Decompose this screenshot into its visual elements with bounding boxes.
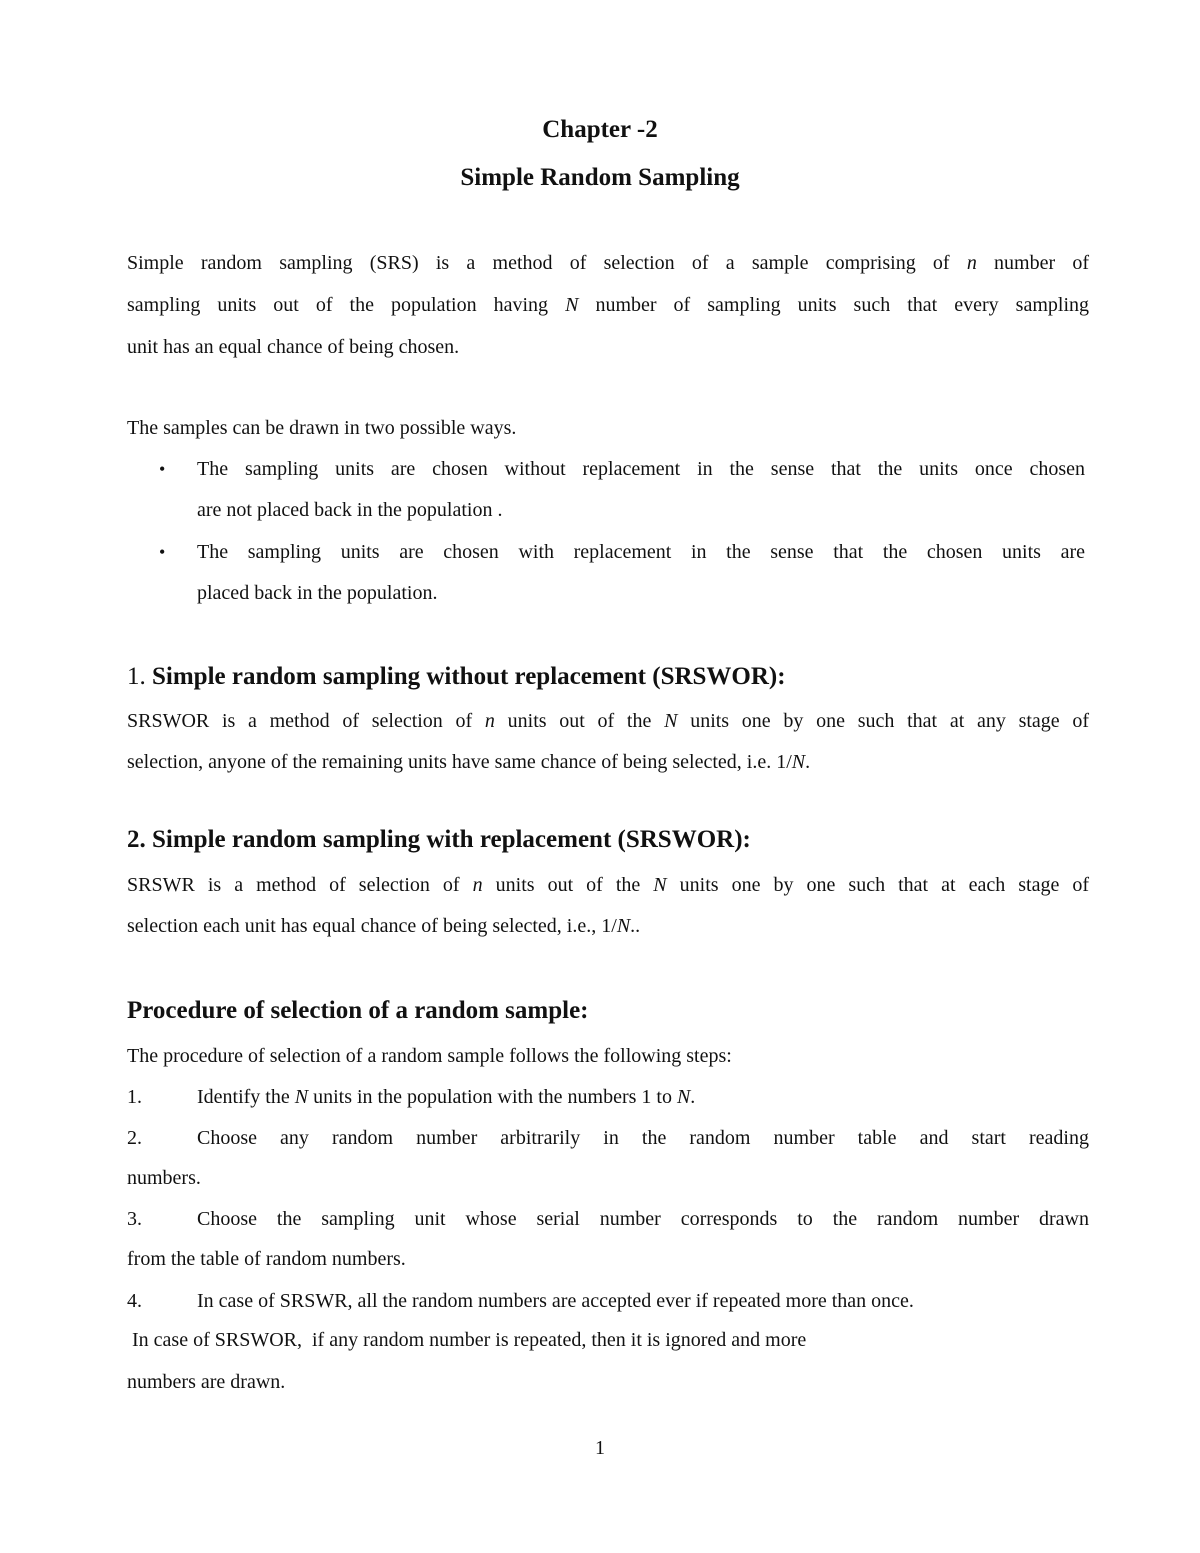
var-N: N	[616, 915, 631, 937]
step-number: 2.	[127, 1127, 142, 1149]
bullet-1-line-2: are not placed back in the population .	[197, 499, 503, 521]
bullet-icon: •	[159, 542, 166, 562]
chapter-label: Chapter -2	[542, 116, 658, 143]
var-N: N	[294, 1086, 309, 1108]
var-N: N	[676, 1086, 691, 1108]
section-heading-srswor: 1. Simple random sampling without replacement (SRSWOR):	[127, 663, 786, 690]
var-N: N	[664, 710, 678, 732]
step-number: 4.	[127, 1290, 142, 1312]
srswr-line-1: SRSWR is a method of selection of n units out of the N units one by one such that at each stage of	[127, 874, 1090, 896]
step-3-line-1: Choose the sampling unit whose serial number corresponds to the random number drawn	[197, 1208, 1089, 1230]
step-1: Identify the N units in the population with the numbers 1 to N.	[197, 1086, 696, 1108]
srswr-line-2: selection each unit has equal chance of being selected, i.e., 1/N..	[127, 915, 641, 937]
intro-line-3: unit has an equal chance of being chosen.	[127, 336, 460, 358]
step-3-line-2: from the table of random numbers.	[127, 1248, 406, 1270]
step-4-line-1: In case of SRSWR, all the random numbers are accepted ever if repeated more than once.	[197, 1290, 914, 1312]
var-N: N	[565, 294, 579, 316]
section-heading-srswr: 2. Simple random sampling with replacement (SRSWOR):	[127, 826, 751, 853]
srswor-line-1: SRSWOR is a method of selection of n units out of the N units one by one such that at any stage of	[127, 710, 1090, 732]
var-n: n	[472, 874, 483, 896]
step-4-line-3: numbers are drawn.	[127, 1371, 286, 1393]
srswor-line-2: selection, anyone of the remaining units have same chance of being selected, i.e. 1/N.	[127, 751, 811, 773]
var-N: N	[653, 874, 667, 896]
section-heading-procedure: Procedure of selection of a random sample:	[127, 997, 589, 1024]
var-n: n	[484, 710, 495, 732]
bullet-2-line-2: placed back in the population.	[197, 582, 438, 604]
intro-line-2: sampling units out of the population having N number of sampling units such that every sampling	[127, 294, 1090, 316]
bullet-2-line-1: The sampling units are chosen with replacement in the sense that the chosen units are	[197, 541, 1085, 563]
var-n: n	[966, 252, 977, 274]
step-4-line-2: In case of SRSWOR, if any random number is repeated, then it is ignored and more	[127, 1329, 807, 1351]
step-number: 3.	[127, 1208, 142, 1230]
page-number: 1	[595, 1437, 605, 1459]
bullet-icon: •	[159, 459, 166, 479]
intro-line-1: Simple random sampling (SRS) is a method of selection of a sample comprising of n number of	[127, 252, 1089, 274]
step-2-line-1: Choose any random number arbitrarily in the random number table and start reading	[197, 1127, 1089, 1149]
procedure-lead: The procedure of selection of a random sample follows the following steps:	[127, 1045, 732, 1067]
step-2-line-2: numbers.	[127, 1167, 201, 1189]
step-number: 1.	[127, 1086, 142, 1108]
page-title: Simple Random Sampling	[460, 164, 740, 191]
ways-lead: The samples can be drawn in two possible ways.	[127, 417, 517, 439]
bullet-1-line-1: The sampling units are chosen without replacement in the sense that the units once chosen	[197, 458, 1085, 480]
var-N: N	[791, 751, 806, 773]
